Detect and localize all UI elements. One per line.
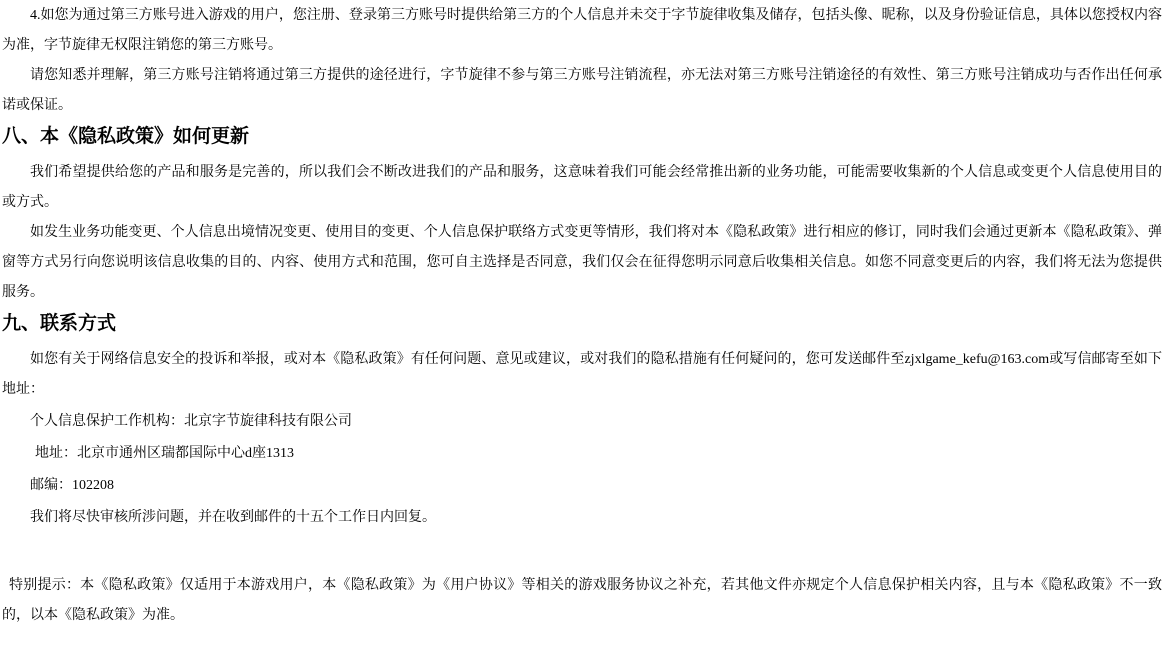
policy-paragraph-third-party-cancellation: 请您知悉并理解，第三方账号注销将通过第三方提供的途径进行，字节旋律不参与第三方账号注销流程，亦无法对第三方账号注销途径的有效性、第三方账号注销成功与否作出任何承诺或保证。 [2, 68, 1162, 113]
contact-line-postcode: 邮编：102208 [30, 478, 114, 493]
section-heading-contact: 九、联系方式 [2, 313, 117, 334]
contact-line-address: 地址：北京市通州区瑞都国际中心d座1313 [35, 446, 294, 461]
contact-line-reply-time: 我们将尽快审核所涉问题，并在收到邮件的十五个工作日内回复。 [30, 510, 436, 525]
policy-paragraph-policy-revision: 如发生业务功能变更、个人信息出境情况变更、使用目的变更、个人信息保护联络方式变更等情形，我们将对本《隐私政策》进行相应的修订，同时我们会通过更新本《隐私政策》、弹窗等方式另行向您说明该信息收集的目的、内容、使用方式和范围，您可自主选择是否同意，我们仅会在征得您明示同意后收集相关信息。如您不同意变更后的内容，我们将无法为您提供服务。 [2, 225, 1162, 300]
section-heading-policy-update: 八、本《隐私政策》如何更新 [2, 126, 250, 147]
policy-paragraph-service-improvement: 我们希望提供给您的产品和服务是完善的，所以我们会不断改进我们的产品和服务，这意味着我们可能会经常推出新的业务功能，可能需要收集新的个人信息或变更个人信息使用目的或方式。 [2, 165, 1162, 210]
contact-line-organization: 个人信息保护工作机构：北京字节旋律科技有限公司 [30, 414, 352, 429]
contact-intro-paragraph: 如您有关于网络信息安全的投诉和举报，或对本《隐私政策》有任何问题、意见或建议，或对我们的隐私措施有任何疑问的，您可发送邮件至zjxlgame_kefu@163.com或写信邮寄至如下地址： [2, 352, 1162, 397]
special-note: 特别提示：本《隐私政策》仅适用于本游戏用户，本《隐私政策》为《用户协议》等相关的游戏服务协议之补充，若其他文件亦规定个人信息保护相关内容，且与本《隐私政策》不一致的，以本《隐私政策》为准。 [2, 578, 1162, 623]
policy-paragraph-third-party-account: 4.如您为通过第三方账号进入游戏的用户，您注册、登录第三方账号时提供给第三方的个人信息并未交于字节旋律收集及储存，包括头像、昵称，以及身份验证信息，具体以您授权内容为准，字节旋律无权限注销您的第三方账号。 [2, 8, 1162, 53]
